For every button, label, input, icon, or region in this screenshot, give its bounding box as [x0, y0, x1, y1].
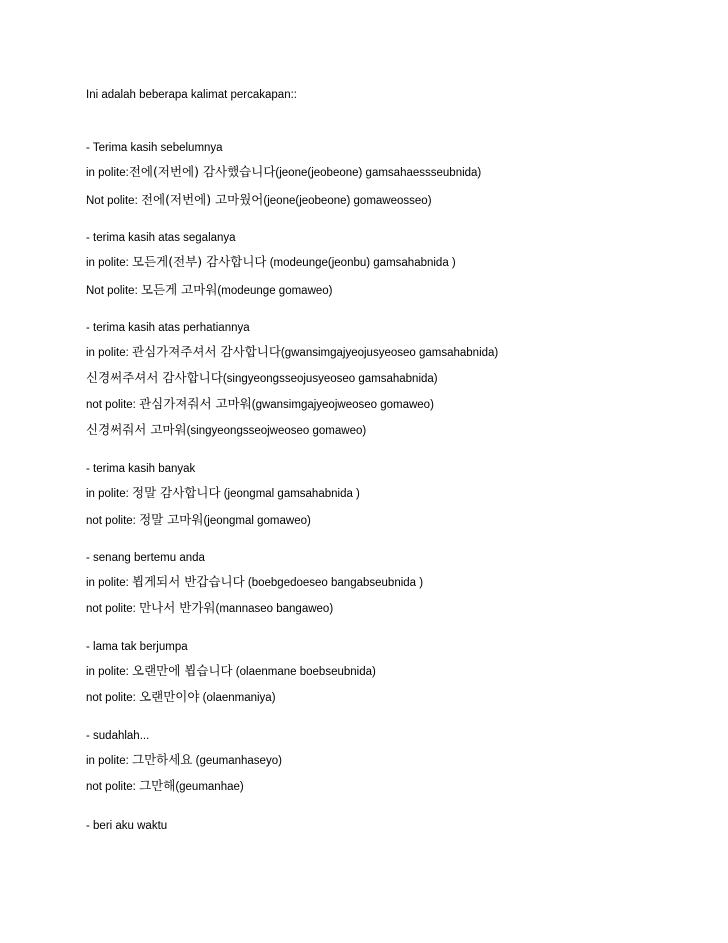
politeness-label: in polite: — [86, 257, 133, 269]
phrase-line — [86, 689, 698, 706]
romanization: (mannaseo bangaweo) — [215, 603, 334, 615]
romanization: (jeongmal gamsahabnida ) — [220, 488, 360, 500]
politeness-label: Not polite: — [86, 195, 141, 207]
romanization: (jeongmal gomaweo) — [203, 515, 311, 527]
phrase-line — [86, 370, 698, 387]
politeness-label: in polite: — [86, 666, 133, 678]
politeness-label: in polite: — [86, 347, 133, 359]
phrase-line — [86, 282, 698, 299]
politeness-label: not polite: — [86, 399, 140, 411]
romanization: (olaenmane boebseubnida) — [232, 666, 376, 678]
korean-phrase: 오랜만에 뵙습니다 — [132, 663, 233, 678]
korean-phrase: 오랜만이야 — [139, 689, 200, 704]
section-heading: - senang bertemu anda — [86, 552, 205, 564]
politeness-label: not polite: — [86, 603, 140, 615]
romanization: (jeone(jeobeone) gamsahaessseubnida) — [275, 167, 482, 179]
phrase-line — [86, 512, 698, 529]
politeness-label: not polite: — [86, 515, 140, 527]
phrase-line — [86, 600, 698, 617]
phrase-line — [86, 254, 698, 271]
romanization: (gwansimgajyeojusyeoseo gamsahabnida) — [280, 347, 499, 359]
romanization: (geumanhaseyo) — [192, 755, 282, 767]
section-heading: - terima kasih atas perhatiannya — [86, 322, 250, 334]
korean-phrase: 모든게(전부) 감사합니다 — [132, 254, 267, 269]
phrase-line — [86, 574, 698, 591]
romanization: (singyeongsseojusyeoseo gamsahabnida) — [222, 373, 438, 385]
korean-phrase: 신경써주셔서 감사합니다 — [86, 370, 223, 385]
korean-phrase: 관심가져줘서 고마워 — [139, 396, 252, 411]
phrase-line — [86, 485, 698, 502]
politeness-label: Not polite: — [86, 285, 141, 297]
phrase-line — [86, 752, 698, 769]
korean-phrase: 관심가져주셔서 감사합니다 — [132, 344, 281, 359]
phrase-line — [86, 422, 698, 439]
phrase-line — [86, 344, 698, 361]
phrase-line — [86, 663, 698, 680]
romanization: (olaenmaniya) — [199, 692, 276, 704]
section-heading: - terima kasih atas segalanya — [86, 232, 236, 244]
korean-phrase: 뵙게되서 반갑습니다 — [132, 574, 245, 589]
romanization: (geumanhae) — [175, 781, 244, 793]
section-heading: - beri aku waktu — [86, 820, 168, 832]
korean-phrase: 정말 감사합니다 — [132, 485, 221, 500]
politeness-label: in polite: — [86, 755, 133, 767]
politeness-label: not polite: — [86, 781, 140, 793]
phrase-line — [86, 396, 698, 413]
intro-text: Ini adalah beberapa kalimat percakapan:: — [86, 89, 297, 101]
phrase-line — [86, 778, 698, 795]
romanization: (modeunge gomaweo) — [217, 285, 333, 297]
romanization: (modeunge(jeonbu) gamsahabnida ) — [266, 257, 456, 269]
section-heading: - Terima kasih sebelumnya — [86, 142, 223, 154]
romanization: (singyeongsseojweoseo gomaweo) — [186, 425, 367, 437]
phrase-line — [86, 192, 698, 209]
korean-phrase: 그만하세요 — [132, 752, 193, 767]
korean-phrase: 정말 고마워 — [139, 512, 204, 527]
korean-phrase: 만나서 반가워 — [139, 600, 216, 615]
section-heading: - lama tak berjumpa — [86, 641, 188, 653]
korean-phrase: 전에(저번에) 고마웠어 — [140, 192, 264, 207]
romanization: (jeone(jeobeone) gomaweosseo) — [263, 195, 432, 207]
korean-phrase: 신경써줘서 고마워 — [86, 422, 187, 437]
romanization: (boebgedoeseo bangabseubnida ) — [244, 577, 424, 589]
section-heading: - sudahlah... — [86, 730, 150, 742]
politeness-label: in polite: — [86, 577, 133, 589]
romanization: (gwansimgajyeojweoseo gomaweo) — [251, 399, 434, 411]
politeness-label: in polite: — [86, 488, 133, 500]
politeness-label: not polite: — [86, 692, 140, 704]
korean-phrase: 모든게 고마워 — [140, 282, 218, 297]
politeness-label: in polite: — [86, 167, 129, 179]
section-heading: - terima kasih banyak — [86, 463, 196, 475]
phrase-line — [86, 164, 698, 181]
korean-phrase: 전에(저번에) 감사했습니다 — [128, 164, 276, 179]
korean-phrase: 그만해 — [139, 778, 176, 793]
